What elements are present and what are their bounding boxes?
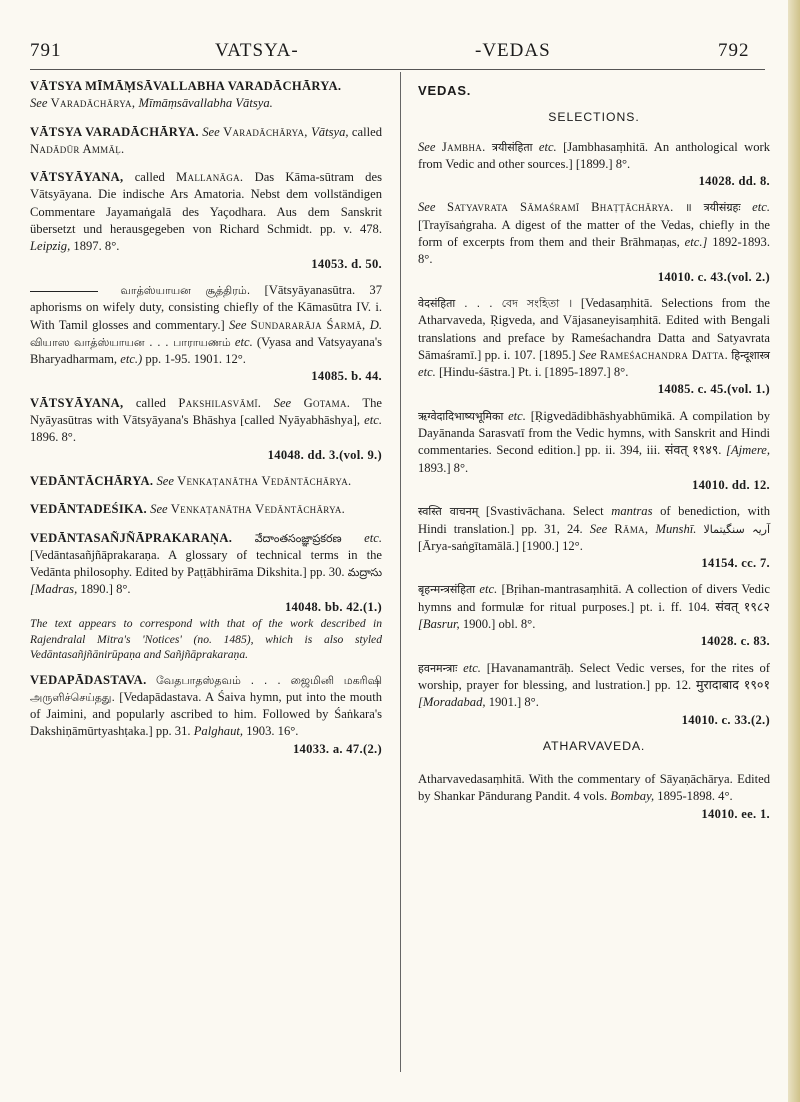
catalog-entry: स्वस्ति वाचनम् [Svastivāchana. Select mantras of benediction, with Hindi translation.] pp. 31, 24. See Rāma, Munshī. آریہ سنگیتمالا [Ārya-saṅgītamālā.] [1900.] 12°. 14154. cc. 7.	[418, 503, 770, 572]
subsection-heading: ATHARVAVEDA.	[542, 738, 646, 753]
catalog-entry: VEDĀNTĀCHĀRYA. See Venkaṭanātha Vedāntāchārya.	[30, 473, 352, 488]
catalog-entry: VEDAPĀDASTAVA. வேதபாதஸ்தவம் . . . ஜைமினி மகரிஷி அருளிச்செய்தது. [Vedapādastava. A Śaiva hymn, put into the mouth of Jaimini, and popularly ascribed to him. Followed by Śaṅkara's Dakshiṇāmūrtyashṭaka.] pp. 31. Palghaut, 1903. 16°. 14033. a. 47.(2.)	[30, 672, 382, 758]
shelfmark: 14154. cc. 7.	[701, 556, 770, 571]
devanagari-title: ऋग्वेदादिभाष्यभूमिका	[418, 409, 504, 423]
devanagari-title: त्रयीसंहिता	[491, 140, 533, 154]
left-page-number: 791	[30, 40, 62, 61]
shelfmark: 14010. c. 43.(vol. 2.)	[657, 269, 770, 284]
devanagari-title: वेदसंहिता . . . বেদ সংহিতা ।	[418, 296, 573, 310]
left-column	[30, 78, 382, 767]
cross-reference: Venkaṭanātha Vedāntāchārya.	[177, 473, 352, 488]
entry-heading: VEDĀNTASAÑJÑĀPRAKARAṆA.	[30, 530, 233, 545]
catalog-entry: See Jambha. त्रयीसंहिता etc. [Jambhasaṃhitā. An anthological work from Vedic and other sources.] [1899.] 8°. 14028. dd. 8.	[418, 139, 770, 191]
shelfmark: 14048. dd. 3.(vol. 9.)	[267, 447, 382, 462]
entry-note: The text appears to correspond with that of the work described in Rajendralal Mitra's 'Notices' (no. 1485), which is also styled Vedāntasañjñānirūpaṇa and Sañjñāprakaraṇa.	[30, 617, 382, 662]
catalog-entry: VĀTSYA MĪMĀṂSĀVALLABHA VARADĀCHĀRYA. See Varadāchārya, Mīmāṃsāvallabha Vātsya.	[30, 79, 342, 111]
right-running-word: -VEDAS	[475, 40, 551, 61]
cross-reference: Rameśachandra Datta.	[599, 347, 729, 362]
shelfmark: 14028. dd. 8.	[698, 174, 770, 189]
tamil-title: வேதபாதஸ்தவம் . . . ஜைமினி மகரிஷி அருளிச்செய்தது.	[30, 673, 382, 704]
entry-heading: VEDĀNTĀCHĀRYA.	[30, 473, 154, 488]
cross-reference: Gotama.	[303, 395, 351, 410]
catalog-entry: बृहन्मन्त्रसंहिता etc. [Bṛihan-mantrasaṃhitā. A collection of divers Vedic hymns and formulæ for ritual purposes.] pt. i. ff. 104. संवत् १९८२ [Basrur, 1900.] obl. 8°. 14028. c. 83.	[418, 581, 770, 650]
devanagari-title: ॥ त्रयीसंग्रहः	[685, 201, 741, 215]
catalog-entry: VĀTSYA VARADĀCHĀRYA. See Varadāchārya, Vātsya, called Nadādūr Ammāḷ.	[30, 124, 382, 156]
shelfmark: 14085. b. 44.	[311, 369, 382, 384]
left-running-word: VATSYA-	[215, 40, 299, 61]
entry-heading: VĀTSYĀYANA,	[30, 170, 124, 185]
devanagari-title: बृहन्मन्त्रसंहिता	[418, 583, 476, 597]
shelfmark: 14085. c. 45.(vol. 1.)	[657, 382, 770, 397]
section-subtitle: SELECTIONS.	[548, 110, 640, 125]
cross-reference: Varadāchārya,	[50, 96, 136, 111]
devanagari-title: स्वस्ति वाचनम्	[418, 505, 479, 519]
catalog-entry: वेदसंहिता . . . বেদ সংহিতা । [Vedasaṃhitā. Selections from the Atharvaveda, Ṛigveda, and Vājasaneyisaṃhitā. Edited with Bengali translations and preface by Rameśachandra Datta and Satyavrata Sāmaśramī.] pp. i. 107. [1895.] See Rameśachandra Datta. हिन्दूशास्त्र etc. [Hindu-śāstra.] Pt. i. [1895-1897.] 8°. 14085. c. 45.(vol. 1.)	[418, 295, 770, 399]
cross-reference: Sundararāja Śarmā,	[250, 317, 366, 332]
cross-reference: Rāma,	[614, 521, 649, 536]
cross-reference: Satyavrata Sāmaśramī Bhaṭṭāchārya.	[447, 200, 674, 215]
ditto-dash	[30, 291, 98, 292]
catalog-entry: VĀTSYĀYANA, called Mallanāga. Das Kāma-sūtram des Vātsyāyana. Die indische Ars Amatoria. Nebst dem vollständigen Commentare Jayamaṅgalā des Yaçodhara. Aus dem Sanskrit übersetzt und herausgegeben von Richard Schmidt. pp. v. 478. Leipzig, 1897. 8°. 14053. d. 50.	[30, 169, 382, 273]
catalog-entry: हवनमन्त्राः etc. [Havanamantrāḥ. Select Vedic verses, for the rites of worship, prayer for blessing, and lustration.] pp. 12. मुरादाबाद १९०१ [Moradabad, 1901.] 8°. 14010. c. 33.(2.)	[418, 660, 770, 729]
shelfmark: 14010. ee. 1.	[701, 806, 770, 821]
urdu-title: آریہ سنگیتمالا	[703, 522, 771, 536]
entry-heading: VĀTSYA MĪMĀṂSĀVALLABHA VARADĀCHĀRYA.	[30, 79, 342, 93]
shelfmark: 14010. dd. 12.	[691, 477, 770, 492]
tamil-title: வாத்ஸ்யாயன சூத்திரம்.	[120, 283, 251, 297]
section-title: VEDAS.	[418, 83, 472, 98]
running-header	[30, 40, 760, 68]
shelfmark: 14010. c. 33.(2.)	[681, 712, 770, 727]
cross-reference: Venkaṭanātha Vedāntāchārya.	[170, 502, 346, 517]
page-edge	[788, 0, 800, 1102]
cross-reference: Jambha.	[441, 139, 486, 154]
header-rule	[30, 69, 765, 70]
catalog-entry: VĀTSYĀYANA, called Pakshilasvāmī. See Gotama. The Nyāyasūtras with Vātsyāyana's Bhāshya [called Nyāyabhāshya], etc. 1896. 8°. 14048. dd. 3.(vol. 9.)	[30, 395, 382, 464]
catalog-entry: ऋग्वेदादिभाष्यभूमिका etc. [Ṛigvedādibhāshyabhūmikā. A compilation by Dayānanda Sarasvatī from the Vedic hymns, with Sanskrit and Hindi commentaries. Second edition.] pp. ii. 394, iii. संवत् १९४९. [Ajmere, 1893.] 8°. 14010. dd. 12.	[418, 408, 770, 494]
shelfmark: 14053. d. 50.	[311, 256, 382, 271]
catalog-entry: See Satyavrata Sāmaśramī Bhaṭṭāchārya. ॥ त्रयीसंग्रहः etc. [Trayīsaṅgraha. A digest of the matter of the Vedas, chiefly in the form of excerpts from them and their Brāhmaṇas, etc.] 1892-1893. 8°. 14010. c. 43.(vol. 2.)	[418, 199, 770, 285]
entry-heading: VĀTSYA VARADĀCHĀRYA.	[30, 124, 199, 139]
catalog-entry: VEDĀNTADEŚIKA. See Venkaṭanātha Vedāntāchārya.	[30, 502, 346, 517]
devanagari-title: हवनमन्त्राः	[418, 661, 458, 675]
right-page-number: 792	[718, 40, 750, 61]
telugu-title: వేదాంతసంజ్ఞాప్రకరణ	[254, 531, 342, 545]
catalog-entry: வாத்ஸ்யாயன சூத்திரம். [Vātsyāyanasūtra. 37 aphorisms on wifely duty, consisting chiefly of the Kāmasūtra IV. i. With Tamil glosses and commentary.] See Sundararāja Śarmā, D. வியாஸ வாத்ஸ்யாயன . . . பாராயணம் etc. (Vyasa and Vatsyayana's Bharyadharmam, etc.) pp. 1-95. 1901. 12°. 14085. b. 44.	[30, 282, 382, 386]
catalog-entry: VEDĀNTASAÑJÑĀPRAKARAṆA. వేదాంతసంజ్ఞాప్రకరణ etc. [Vedāntasañjñāprakaraṇa. A glossary of technical terms in the Vedānta philosophy. Edited by Paṭṭābhirāma Dikshita.] pp. 30. మద్రాసు [Madras, 1890.] 8°. 14048. bb. 42.(1.) The text appears to correspond with that of the work described in Rajendralal Mitra's 'Notices' (no. 1485), which is also styled Vedāntasañjñānirūpaṇa and Sañjñāprakaraṇa.	[30, 530, 382, 662]
right-column	[418, 78, 770, 832]
catalog-entry: Atharvavedasaṃhitā. With the commentary of Sāyaṇāchārya. Edited by Shankar Pāndurang Pandit. 4 vols. Bombay, 1895-1898. 4°. 14010. ee. 1.	[418, 771, 770, 823]
shelfmark: 14048. bb. 42.(1.)	[284, 599, 382, 614]
entry-heading: VĀTSYĀYANA,	[30, 395, 124, 410]
column-divider	[400, 72, 401, 1072]
cross-reference: Varadāchārya,	[223, 124, 308, 139]
shelfmark: 14028. c. 83.	[700, 634, 770, 649]
shelfmark: 14033. a. 47.(2.)	[292, 741, 382, 756]
entry-heading: VEDAPĀDASTAVA.	[30, 672, 147, 687]
entry-heading: VEDĀNTADEŚIKA.	[30, 502, 147, 517]
